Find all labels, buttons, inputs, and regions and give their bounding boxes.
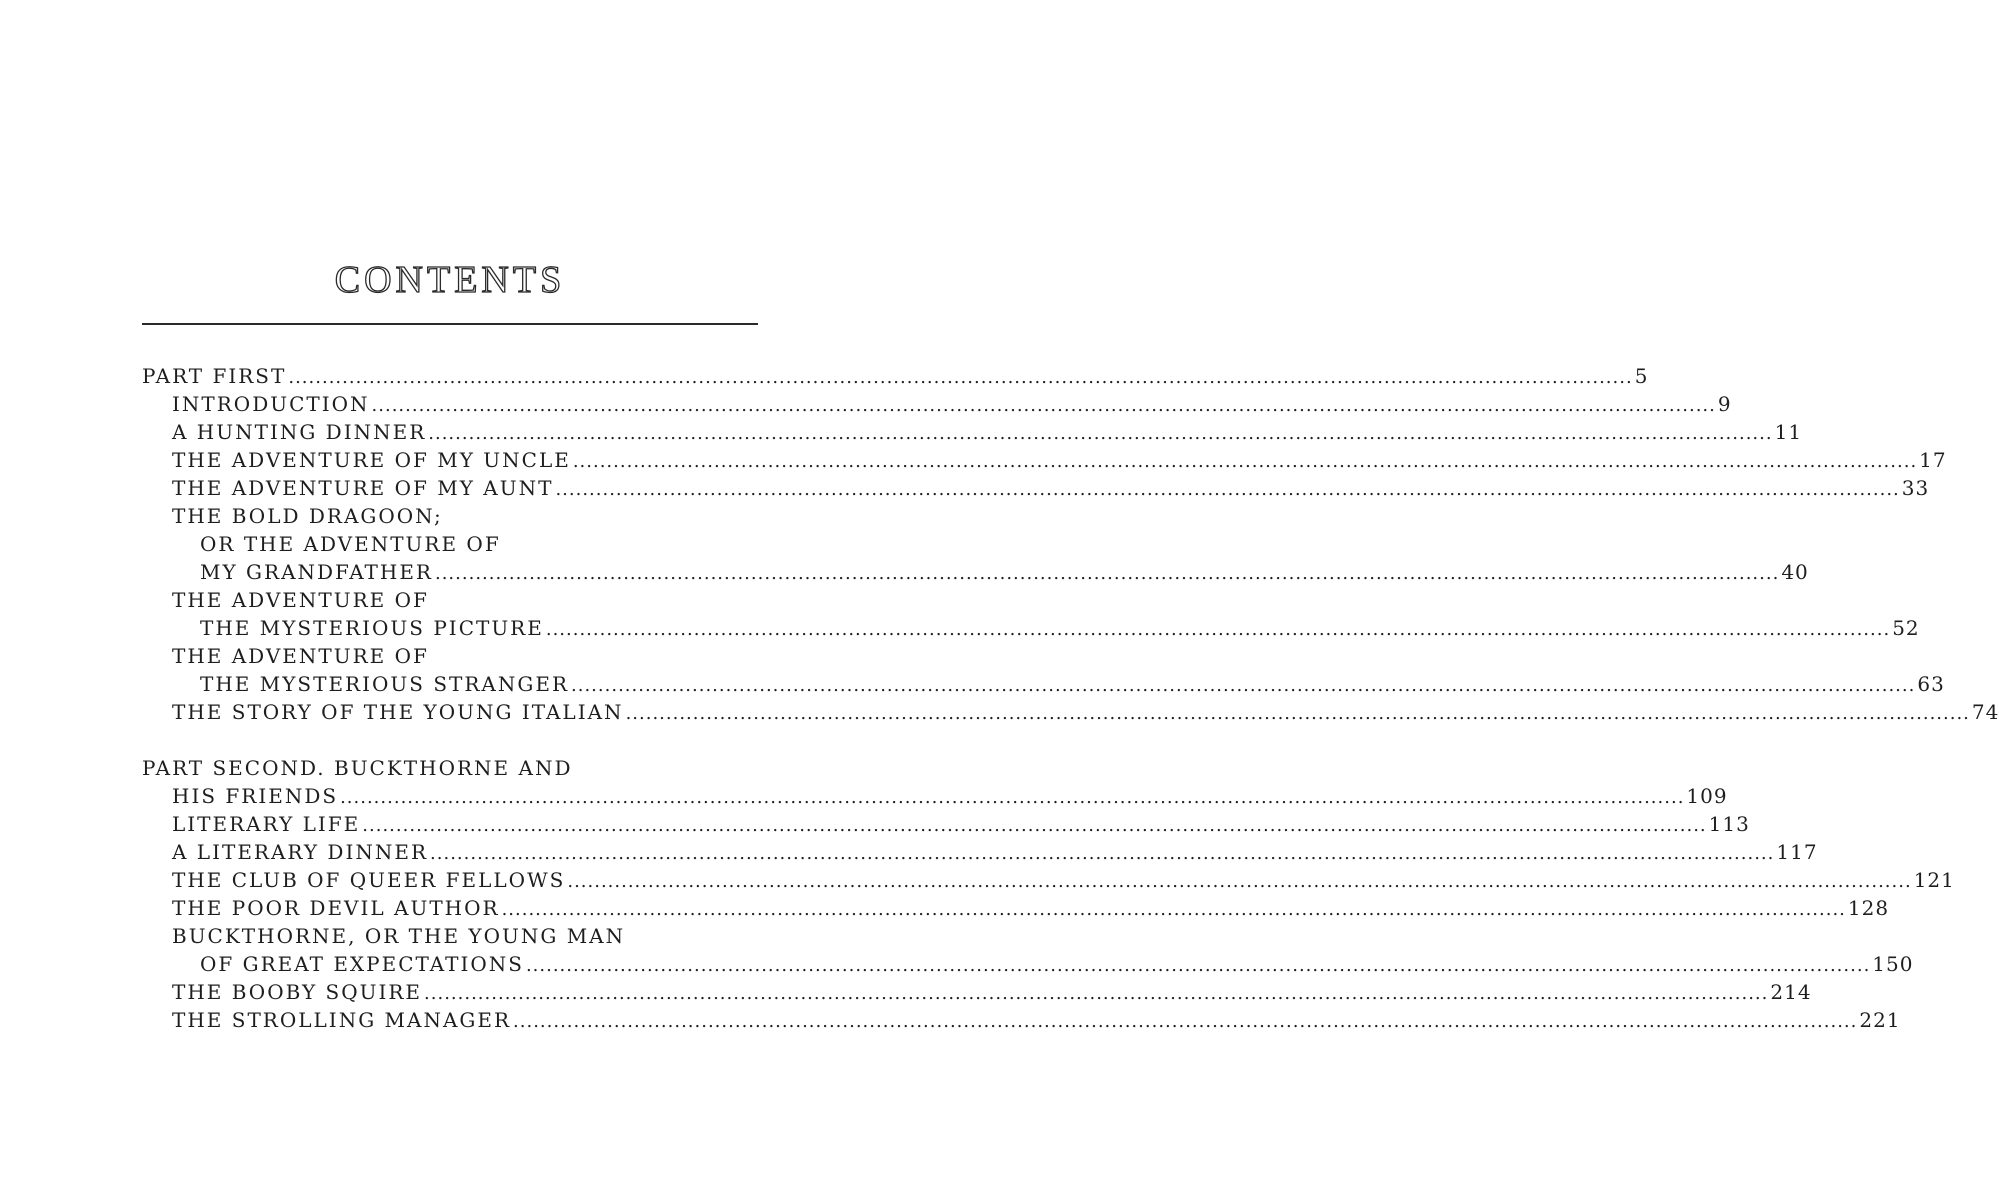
toc-leader-dots: ........................................................................................................................................................................................................ <box>424 983 1769 1004</box>
toc-entry <box>142 502 748 530</box>
toc-entry <box>142 754 748 782</box>
toc-entry <box>142 866 1955 894</box>
toc-page-number: 214 <box>1770 980 1812 1004</box>
toc-leader-dots: ........................................................................................................................................................................................................ <box>572 451 1918 472</box>
toc-page-number: 109 <box>1686 784 1728 808</box>
toc-entry <box>142 950 1914 978</box>
toc-page-number: 52 <box>1892 616 1920 640</box>
toc-entry-title: OF GREAT EXPECTATIONS <box>200 952 524 976</box>
toc-entry <box>142 838 1818 866</box>
toc-entry-title: BUCKTHORNE, OR THE YOUNG MAN <box>172 924 626 948</box>
toc-page-number: 40 <box>1781 560 1809 584</box>
toc-page-number: 221 <box>1859 1008 1901 1032</box>
toc-entry-title: THE ADVENTURE OF MY UNCLE <box>172 448 571 472</box>
toc-entry <box>142 418 1803 446</box>
toc-leader-dots: ........................................................................................................................................................................................................ <box>434 563 1780 584</box>
toc-page-number: 17 <box>1919 448 1947 472</box>
toc-entry-title: THE CLUB OF QUEER FELLOWS <box>172 868 566 892</box>
toc-leader-dots: ........................................................................................................................................................................................................ <box>428 423 1773 444</box>
toc-leader-dots: ........................................................................................................................................................................................................ <box>513 1011 1858 1032</box>
page-title: CONTENTS <box>334 259 566 301</box>
toc-entry <box>142 614 1920 642</box>
toc-entry <box>142 922 748 950</box>
toc-leader-dots: ........................................................................................................................................................................................................ <box>571 675 1916 696</box>
toc-leader-dots: ........................................................................................................................................................................................................ <box>525 955 1871 976</box>
toc-leader-dots: ........................................................................................................................................................................................................ <box>555 479 1900 500</box>
toc-entry <box>142 362 1649 390</box>
toc-page-number: 9 <box>1717 392 1732 416</box>
toc-entry <box>142 1006 1901 1034</box>
toc-entry-title: THE BOOBY SQUIRE <box>172 980 423 1004</box>
toc-entry-title: PART SECOND. BUCKTHORNE AND <box>142 756 573 780</box>
toc-page-number: 33 <box>1901 476 1930 500</box>
toc-entry-title: THE ADVENTURE OF <box>172 644 429 668</box>
toc-entry <box>142 894 1890 922</box>
toc-entry-title: THE MYSTERIOUS PICTURE <box>200 616 544 640</box>
toc-entry <box>142 978 1812 1006</box>
toc-leader-dots: ........................................................................................................................................................................................................ <box>625 703 1970 724</box>
toc-entry <box>142 670 1945 698</box>
toc-entry-title: THE MYSTERIOUS STRANGER <box>200 672 570 696</box>
toc-entry-title: A HUNTING DINNER <box>172 420 427 444</box>
toc-entry <box>142 558 1809 586</box>
toc-entry-title: MY GRANDFATHER <box>200 560 433 584</box>
toc-entry-title: PART FIRST <box>142 364 287 388</box>
toc-entry-title: OR THE ADVENTURE OF <box>200 532 501 556</box>
toc-leader-dots: ........................................................................................................................................................................................................ <box>340 787 1685 808</box>
toc-leader-dots: ........................................................................................................................................................................................................ <box>288 367 1633 388</box>
toc-leader-dots: ........................................................................................................................................................................................................ <box>545 619 1891 640</box>
toc-entry <box>142 782 1728 810</box>
toc-entry-title: THE POOR DEVIL AUTHOR <box>172 896 500 920</box>
toc-page-number: 74 <box>1971 700 1999 724</box>
toc-entry <box>142 642 748 670</box>
toc-page-number: 11 <box>1774 420 1803 444</box>
toc-entry-title: THE ADVENTURE OF MY AUNT <box>172 476 554 500</box>
toc-page-number: 5 <box>1634 364 1649 388</box>
toc-leader-dots: ........................................................................................................................................................................................................ <box>362 815 1707 836</box>
toc-list <box>142 362 1999 1034</box>
toc-page-number: 63 <box>1917 672 1945 696</box>
toc-entry <box>142 474 1930 502</box>
toc-leader-dots: ........................................................................................................................................................................................................ <box>501 899 1846 920</box>
toc-entry <box>142 698 1999 726</box>
toc-leader-dots: ........................................................................................................................................................................................................ <box>371 395 1716 416</box>
toc-entry-title: THE ADVENTURE OF <box>172 588 429 612</box>
toc-entry-title: LITERARY LIFE <box>172 812 361 836</box>
title-rule <box>142 323 758 325</box>
toc-leader-dots: ........................................................................................................................................................................................................ <box>430 843 1775 864</box>
toc-page-number: 117 <box>1776 840 1818 864</box>
toc-entry <box>142 446 1947 474</box>
toc-entry-title: THE STROLLING MANAGER <box>172 1008 512 1032</box>
toc-entry <box>142 586 748 614</box>
toc-entry-title: THE BOLD DRAGOON; <box>172 504 443 528</box>
toc-page-number: 128 <box>1847 896 1890 920</box>
toc-entry <box>142 810 1750 838</box>
toc-entry-title: HIS FRIENDS <box>172 784 339 808</box>
toc-entry-title: A LITERARY DINNER <box>172 840 429 864</box>
toc-entry <box>142 530 748 558</box>
toc-entry-title: THE STORY OF THE YOUNG ITALIAN <box>172 700 624 724</box>
toc-page-number: 150 <box>1872 952 1914 976</box>
toc-page-number: 113 <box>1708 812 1750 836</box>
toc-page-number: 121 <box>1913 868 1955 892</box>
toc-leader-dots: ........................................................................................................................................................................................................ <box>567 871 1912 892</box>
toc-entry <box>142 390 1732 418</box>
toc-entry-title: INTRODUCTION <box>172 392 370 416</box>
